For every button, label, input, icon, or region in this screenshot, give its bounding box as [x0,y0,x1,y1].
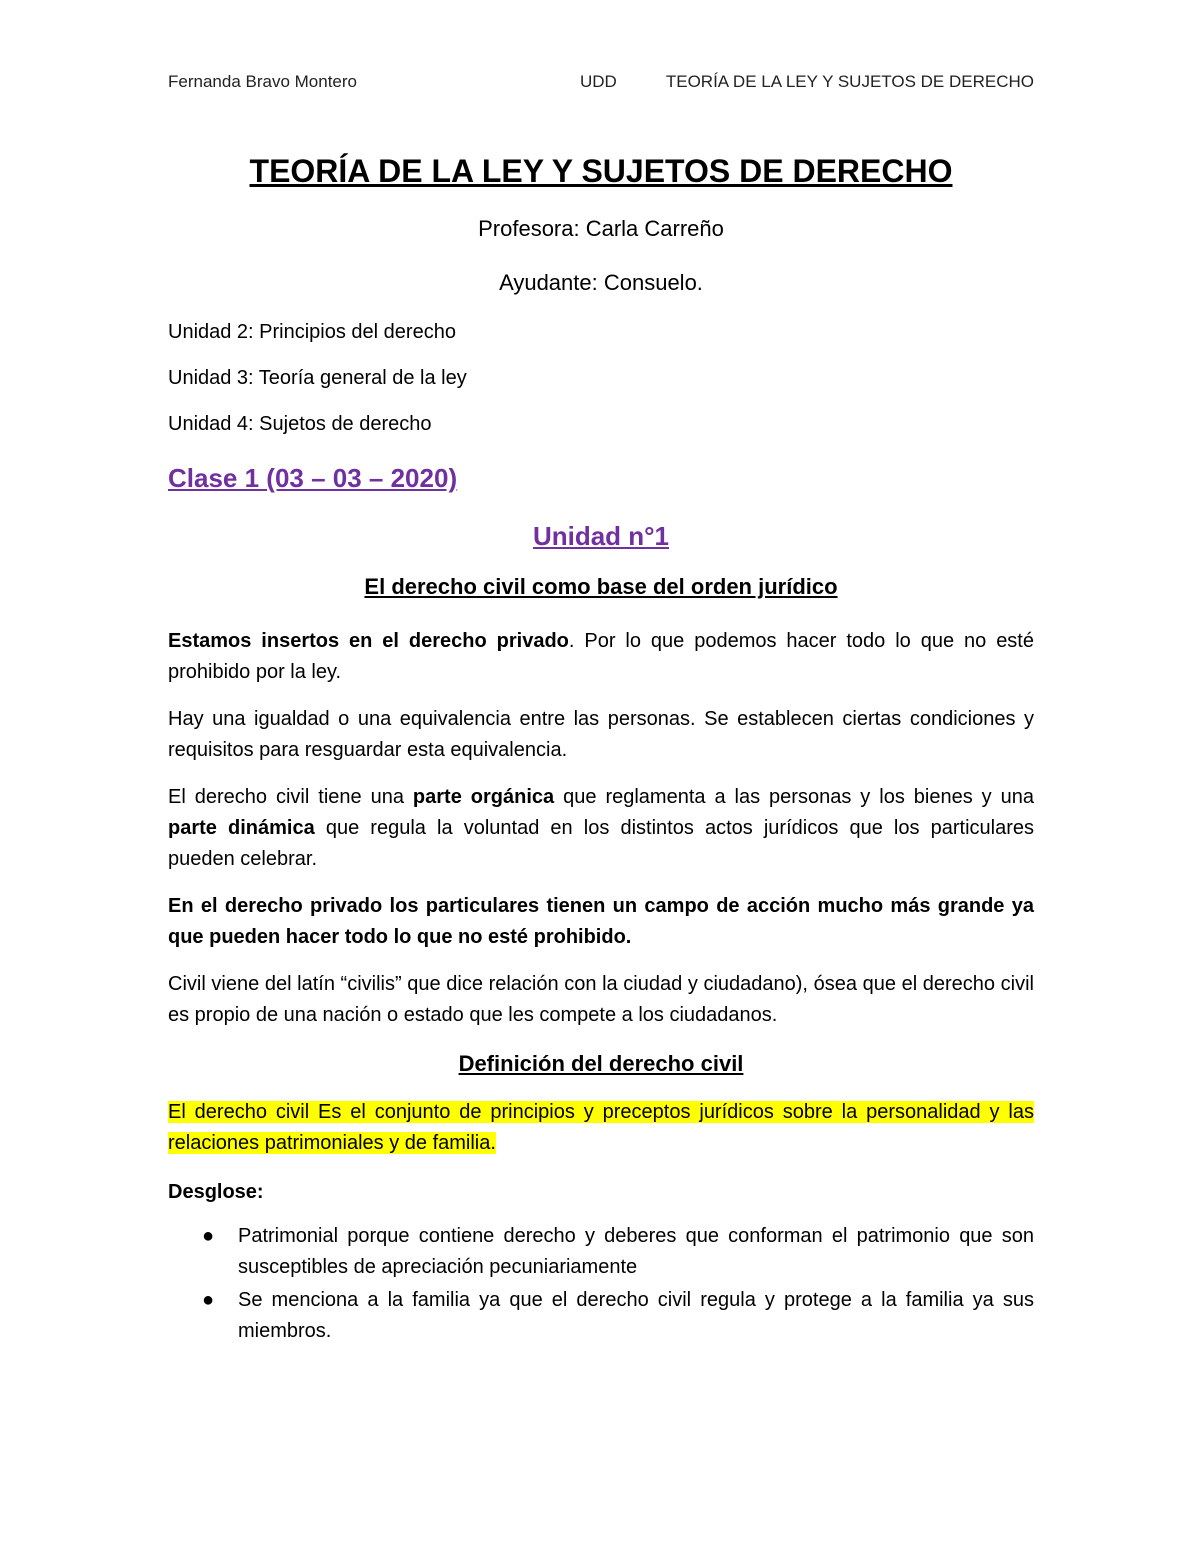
list-item-text: Se menciona a la familia ya que el derecho civil regula y protege a la familia ya sus miembros. [238,1289,1034,1342]
paragraph-bold [168,891,1034,953]
paragraph-text: que regula la voluntad en los distintos actos jurídicos que los particulares pueden celebrar. [168,817,1034,870]
section-heading-orden-juridico: El derecho civil como base del orden jurídico [364,574,838,599]
ayudante-line: Ayudante: Consuelo. [499,270,703,295]
bold-phrase: parte orgánica [412,786,555,808]
definition-paragraph [168,1097,1034,1159]
paragraph-text: que reglamenta a las personas y los bienes y una [554,786,1034,808]
unit-list-item: Unidad 4: Sujetos de derecho [168,413,432,435]
paragraph: Civil viene del latín “civilis” que dice relación con la ciudad y ciudadano), ósea que el derecho civil es propio de una nación o estado que les compete a los ciudadanos. [168,973,1034,1026]
paragraph-text: El derecho civil tiene una [168,786,413,808]
bold-phrase: En el derecho privado los particulares tienen un campo de acción mucho más grande ya que pueden hacer todo lo que no esté prohibido. [168,895,1034,948]
page-header [168,72,1034,98]
document-body [168,140,1034,1349]
paragraph-text: . Por lo que podemos hacer todo lo que no esté prohibido por la ley. [168,630,1034,683]
bold-phrase: Estamos insertos en el derecho privado [168,630,569,652]
unit-heading: Unidad n°1 [532,521,670,551]
unit-list-item: Unidad 3: Teoría general de la ley [168,367,467,389]
unit-list-item: Unidad 2: Principios del derecho [168,321,456,343]
bold-phrase: parte dinámica [168,817,315,839]
paragraph [168,626,1034,688]
paragraph: Hay una igualdad o una equivalencia entre las personas. Se establecen ciertas condiciones y requisitos para resguardar esta equivalencia. [168,708,1034,761]
header-institution: UDD [580,72,617,91]
bullet-icon: ● [202,1225,215,1247]
section-heading-definicion: Definición del derecho civil [458,1051,744,1076]
highlighted-definition: El derecho civil Es el conjunto de principios y preceptos jurídicos sobre la personalidad y las relaciones patrimoniales y de familia. [168,1101,1034,1154]
list-item-text: Patrimonial porque contiene derecho y deberes que conforman el patrimonio que son susceptibles de apreciación pecuniariamente [238,1225,1034,1278]
desglose-label: Desglose: [168,1181,264,1203]
header-author: Fernanda Bravo Montero [168,72,357,91]
list-item [168,1285,1034,1347]
class-heading: Clase 1 (03 – 03 – 2020) [168,463,458,493]
header-course: TEORÍA DE LA LEY Y SUJETOS DE DERECHO [665,72,1034,91]
list-item [168,1221,1034,1283]
document-title: TEORÍA DE LA LEY Y SUJETOS DE DERECHO [249,153,953,189]
profesora-line: Profesora: Carla Carreño [478,216,724,241]
paragraph [168,782,1034,875]
bullet-icon: ● [202,1289,215,1311]
bullet-list [168,1221,1034,1347]
